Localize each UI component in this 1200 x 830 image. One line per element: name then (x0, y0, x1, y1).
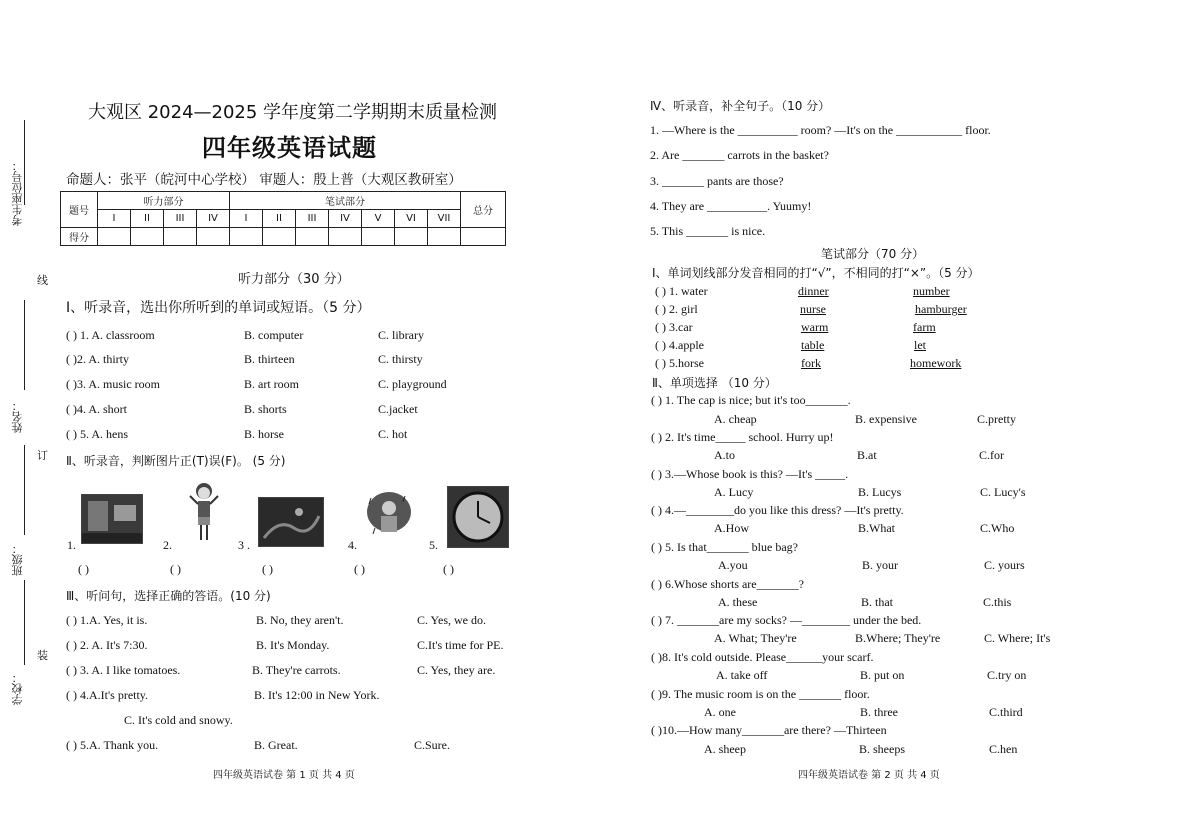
option-c: C. library (378, 328, 424, 342)
col-listening-1: I (98, 210, 131, 228)
phonics-word-c: farm (913, 320, 936, 334)
option-b: B. computer (244, 328, 304, 342)
question-stem: ( ) 5. Is that_______ blue bag? (651, 540, 798, 554)
option-c: C.hen (989, 742, 1018, 756)
seat-number-label: 考生座位号： (11, 160, 24, 226)
clock-picture (447, 486, 509, 548)
writing-heading: 笔试部分（70 分） (821, 247, 925, 261)
answer-bracket[interactable]: ( ) (78, 562, 89, 576)
option-c: C. hot (378, 427, 408, 441)
fill-in-sentence: 3. _______ pants are those? (650, 174, 784, 188)
name-line (24, 300, 25, 390)
question-number-label: 题号 (61, 192, 98, 228)
option-a: A. cheap (714, 412, 757, 426)
option-b: B. three (860, 705, 898, 719)
option-c: C.jacket (378, 402, 418, 416)
score-cell[interactable] (263, 228, 296, 246)
score-cell[interactable] (362, 228, 395, 246)
question-stem: ( ) 1.A. Yes, it is. (66, 613, 148, 627)
question-stem: ( )10.—How many_______are there? —Thirteen (651, 723, 887, 737)
option-b: B. Lucys (858, 485, 902, 499)
cut-line-tag: 线 (37, 274, 48, 287)
score-cell[interactable] (164, 228, 197, 246)
option-c: C. thirsty (378, 352, 423, 366)
question-stem: ( )3. A. music room (66, 377, 160, 391)
question-stem: ( ) 3.—Whose book is this? —It's _____. (651, 467, 849, 481)
seat-number-line (24, 120, 25, 205)
answer-bracket[interactable]: ( ) (170, 562, 181, 576)
school-line (24, 580, 25, 665)
phonics-word-b: dinner (798, 284, 829, 298)
class-line (24, 445, 25, 535)
option-b: B. No, they aren't. (256, 613, 344, 627)
option-c: C.Who (980, 521, 1015, 535)
school-label: 学校： (11, 672, 24, 705)
option-c: C. Where; It's (984, 631, 1051, 645)
answer-bracket[interactable]: ( ) (262, 562, 273, 576)
score-table (60, 191, 506, 246)
boy-picture (188, 482, 220, 544)
fill-in-sentence: 5. This _______ is nice. (650, 224, 766, 238)
listening-heading: 听力部分（30 分） (238, 272, 350, 287)
option-b: B. Great. (254, 738, 298, 752)
option-a: A. one (704, 705, 736, 719)
score-cell[interactable] (98, 228, 131, 246)
question-stem: ( )8. It's cold outside. Please______your scarf. (651, 650, 874, 664)
score-cell[interactable] (197, 228, 230, 246)
question-stem: ( )9. The music room is on the _______ floor. (651, 687, 870, 701)
option-b: B. put on (860, 668, 905, 682)
picture-label-4: 4. (348, 538, 357, 552)
option-c: C.Sure. (414, 738, 450, 752)
phonics-word-b: warm (801, 320, 829, 334)
phonics-word-b: nurse (800, 302, 826, 316)
option-c: C.try on (987, 668, 1027, 682)
listening-header: 听力部分 (98, 192, 230, 210)
rainy-picture (365, 488, 413, 544)
question-stem: ( )4. A. short (66, 402, 127, 416)
option-a: A. sheep (704, 742, 746, 756)
option-c: C.this (983, 595, 1012, 609)
answer-bracket[interactable]: ( ) (443, 562, 454, 576)
option-b: B. expensive (855, 412, 917, 426)
option-a: A.How (714, 521, 749, 535)
footer-page-1: 四年级英语试卷 第 1 页 共 4 页 (213, 770, 355, 781)
option-c: C.for (979, 448, 1004, 462)
option-c: C. Yes, we do. (417, 613, 487, 627)
col-writing-6: VI (395, 210, 428, 228)
picture-label-1: 1. (67, 538, 76, 552)
col-writing-4: IV (329, 210, 362, 228)
listening-sec3-title: Ⅲ、听问句，选择正确的答语。(10 分) (66, 589, 271, 603)
option-c: C. Lucy's (980, 485, 1026, 499)
phonics-word-c: homework (910, 356, 962, 370)
option-a: A. Lucy (714, 485, 754, 499)
exam-title: 大观区 2024—2025 学年度第二学期期末质量检测 (88, 102, 498, 123)
question-stem: ( ) 2. It's time_____ school. Hurry up! (651, 430, 834, 444)
score-cell[interactable] (428, 228, 461, 246)
question-stem: ( ) 3. A. I like tomatoes. (66, 663, 181, 677)
writing-sec1-title: Ⅰ、单词划线部分发音相同的打“√”，不相同的打“×”。（5 分） (652, 266, 980, 280)
col-writing-7: VII (428, 210, 461, 228)
phonics-word-a: ( ) 4.apple (655, 338, 704, 352)
option-b: B.What (858, 521, 895, 535)
exam-authors: 命题人：张平（皖河中心学校） 审题人：殷上普（大观区教研室） (66, 172, 462, 188)
phonics-word-b: fork (801, 356, 821, 370)
option-c: C.pretty (977, 412, 1016, 426)
col-listening-2: II (131, 210, 164, 228)
score-cell[interactable] (395, 228, 428, 246)
rainy-picture-art (365, 488, 413, 544)
col-writing-2: II (263, 210, 296, 228)
option-b: B.at (857, 448, 877, 462)
option-b: B. that (861, 595, 893, 609)
question-stem: ( )2. A. thirty (66, 352, 129, 366)
option-a: A. take off (716, 668, 768, 682)
picture-label-3: 3 . (238, 538, 250, 552)
question-stem: ( ) 1. A. classroom (66, 328, 155, 342)
option-a: A.you (718, 558, 748, 572)
option-c: C. It's cold and snowy. (124, 713, 233, 727)
option-b: B. They're carrots. (252, 663, 341, 677)
option-a: A.to (714, 448, 735, 462)
classroom-picture (81, 494, 143, 544)
option-c: C. Yes, they are. (417, 663, 496, 677)
question-stem: ( ) 5.A. Thank you. (66, 738, 159, 752)
option-a: A. these (718, 595, 758, 609)
picture-label-2: 2. (163, 538, 172, 552)
question-stem: ( ) 4.A.It's pretty. (66, 688, 149, 702)
boy-picture-art (188, 482, 220, 544)
footer-page-2: 四年级英语试卷 第 2 页 共 4 页 (798, 770, 940, 781)
col-listening-3: III (164, 210, 197, 228)
score-cell[interactable] (131, 228, 164, 246)
option-c: C. playground (378, 377, 447, 391)
phonics-word-c: hamburger (915, 302, 967, 316)
order-line-tag: 订 (37, 449, 48, 462)
question-stem: ( ) 6.Whose shorts are_______? (651, 577, 804, 591)
question-stem: ( ) 7. _______are my socks? —________ under the bed. (651, 613, 922, 627)
name-label: 姓名： (11, 400, 24, 433)
class-label: 班级： (11, 543, 24, 576)
col-writing-1: I (230, 210, 263, 228)
option-b: B. art room (244, 377, 299, 391)
garden-picture-art (259, 498, 323, 546)
option-c: C. yours (984, 558, 1025, 572)
option-b: B. sheeps (859, 742, 905, 756)
listening-sec1-title: Ⅰ、听录音，选出你所听到的单词或短语。（5 分） (66, 300, 371, 316)
phonics-word-c: let (914, 338, 926, 352)
question-stem: ( ) 1. The cap is nice; but it's too_______. (651, 393, 851, 407)
fill-in-sentence: 4. They are __________. Yuumy! (650, 199, 812, 213)
col-listening-4: IV (197, 210, 230, 228)
clock-picture-art (448, 487, 508, 547)
exam-subtitle: 四年级英语试题 (202, 134, 377, 162)
picture-label-5: 5. (429, 538, 438, 552)
score-cell[interactable] (461, 228, 506, 246)
option-b: B. shorts (244, 402, 287, 416)
phonics-word-a: ( ) 1. water (655, 284, 708, 298)
phonics-word-b: table (801, 338, 825, 352)
option-b: B. your (862, 558, 898, 572)
classroom-picture-art (82, 495, 142, 543)
option-b: B. It's 12:00 in New York. (254, 688, 380, 702)
score-cell[interactable] (329, 228, 362, 246)
col-writing-3: III (296, 210, 329, 228)
question-stem: ( ) 5. A. hens (66, 427, 128, 441)
option-b: B. horse (244, 427, 284, 441)
listening-sec2-title: Ⅱ、听录音，判断图片正(T)误(F)。 (5 分) (66, 454, 286, 468)
listening-sec4-title: Ⅳ、听录音，补全句子。（10 分） (650, 99, 831, 113)
option-b: B. thirteen (244, 352, 295, 366)
phonics-word-a: ( ) 2. girl (655, 302, 698, 316)
question-stem: ( ) 4.—________do you like this dress? —It's pretty. (651, 503, 904, 517)
phonics-word-a: ( ) 3.car (655, 320, 693, 334)
garden-picture (258, 497, 324, 547)
score-cell[interactable] (230, 228, 263, 246)
phonics-word-c: number (913, 284, 950, 298)
total-header: 总分 (461, 192, 506, 228)
fill-in-sentence: 2. Are _______ carrots in the basket? (650, 148, 829, 162)
fill-in-sentence: 1. —Where is the __________ room? —It's on the ___________ floor. (650, 123, 991, 137)
writing-header: 笔试部分 (230, 192, 461, 210)
option-a: A. What; They're (714, 631, 797, 645)
col-writing-5: V (362, 210, 395, 228)
question-stem: ( ) 2. A. It's 7:30. (66, 638, 148, 652)
option-b: B.Where; They're (855, 631, 941, 645)
phonics-word-a: ( ) 5.horse (655, 356, 704, 370)
option-c: C.third (989, 705, 1023, 719)
score-row-label: 得分 (61, 228, 98, 246)
binding-line-tag: 装 (37, 649, 48, 662)
option-c: C.It's time for PE. (417, 638, 504, 652)
option-b: B. It's Monday. (256, 638, 330, 652)
writing-sec2-title: Ⅱ、单项选择 （10 分） (652, 376, 777, 390)
answer-bracket[interactable]: ( ) (354, 562, 365, 576)
score-cell[interactable] (296, 228, 329, 246)
